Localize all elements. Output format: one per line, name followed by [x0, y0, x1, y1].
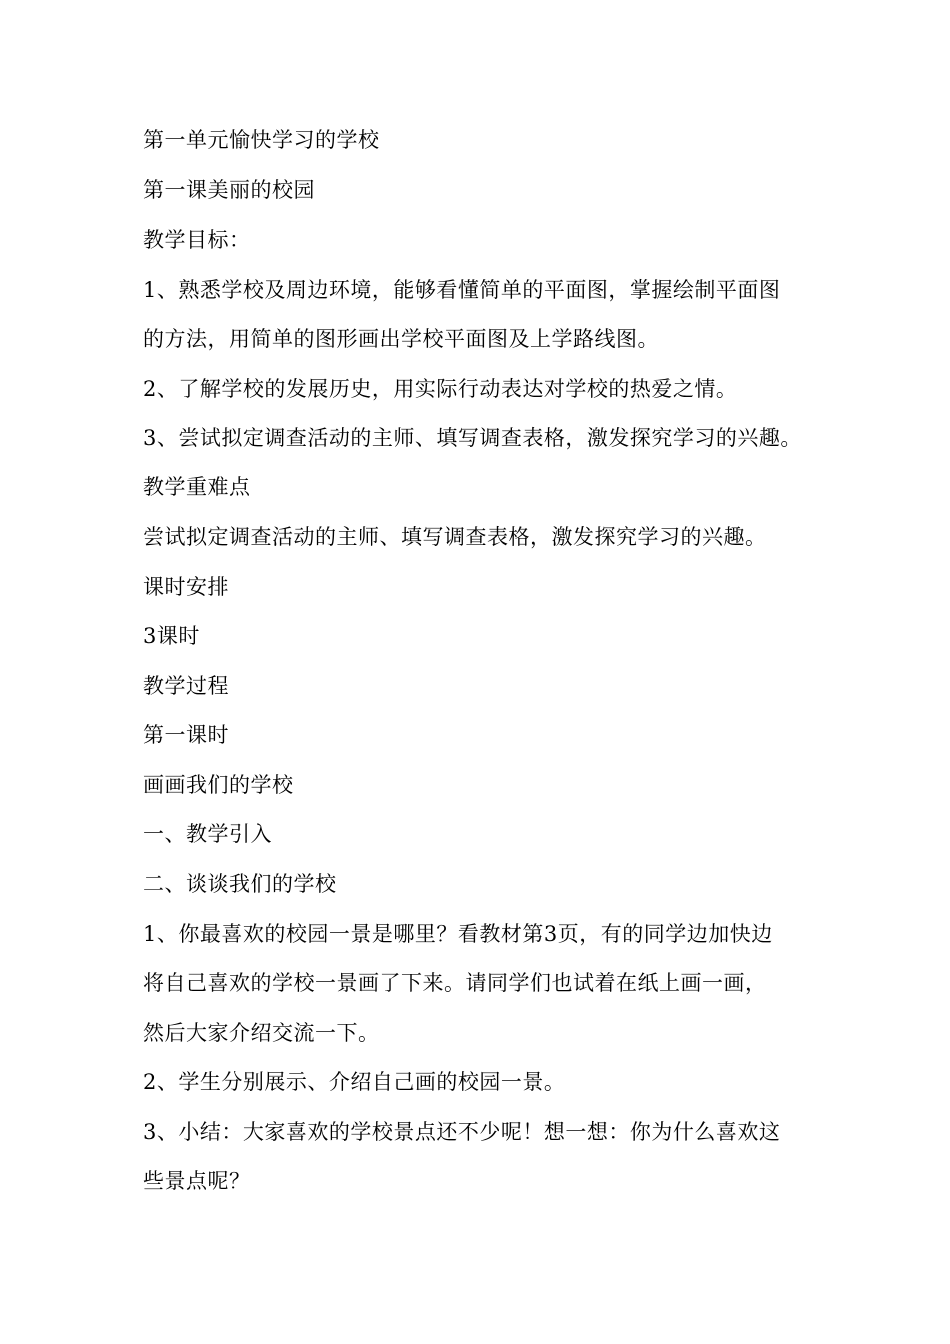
item-3-line-2: 些景点呢？	[143, 1169, 251, 1193]
key-points-text: 尝试拟定调查活动的主师、填写调查表格，激发探究学习的兴趣。	[143, 525, 767, 549]
first-lesson-topic: 画画我们的学校	[143, 773, 294, 797]
item-3-line-1: 3、小结：大家喜欢的学校景点还不少呢！想一想：你为什么喜欢这	[143, 1120, 781, 1144]
schedule-text: 3课时	[143, 624, 200, 648]
item-1-line-2: 将自己喜欢的学校一景画了下来。请同学们也试着在纸上画一画，	[143, 971, 767, 995]
step-1-heading: 一、教学引入	[143, 822, 272, 846]
item-1-line-1: 1、你最喜欢的校园一景是哪里？看教材第3页，有的同学边加快边	[143, 922, 773, 946]
objective-3: 3、尝试拟定调查活动的主师、填写调查表格，激发探究学习的兴趣。	[143, 426, 802, 450]
item-2: 2、学生分别展示、介绍自己画的校园一景。	[143, 1070, 566, 1094]
section-heading-objectives: 教学目标：	[143, 228, 251, 252]
objective-1-line-1: 1、熟悉学校及周边环境，能够看懂简单的平面图，掌握绘制平面图	[143, 278, 781, 302]
objective-1-line-2: 的方法，用简单的图形画出学校平面图及上学路线图。	[143, 327, 659, 351]
first-lesson-heading: 第一课时	[143, 723, 229, 747]
section-heading-schedule: 课时安排	[143, 575, 229, 599]
section-heading-process: 教学过程	[143, 674, 229, 698]
section-heading-key-points: 教学重难点	[143, 475, 251, 499]
item-1-line-3: 然后大家介绍交流一下。	[143, 1021, 380, 1045]
lesson-title: 第一课美丽的校园	[143, 178, 315, 202]
unit-title: 第一单元愉快学习的学校	[143, 128, 380, 152]
objective-2: 2、了解学校的发展历史，用实际行动表达对学校的热爱之情。	[143, 377, 738, 401]
step-2-heading: 二、谈谈我们的学校	[143, 872, 337, 896]
